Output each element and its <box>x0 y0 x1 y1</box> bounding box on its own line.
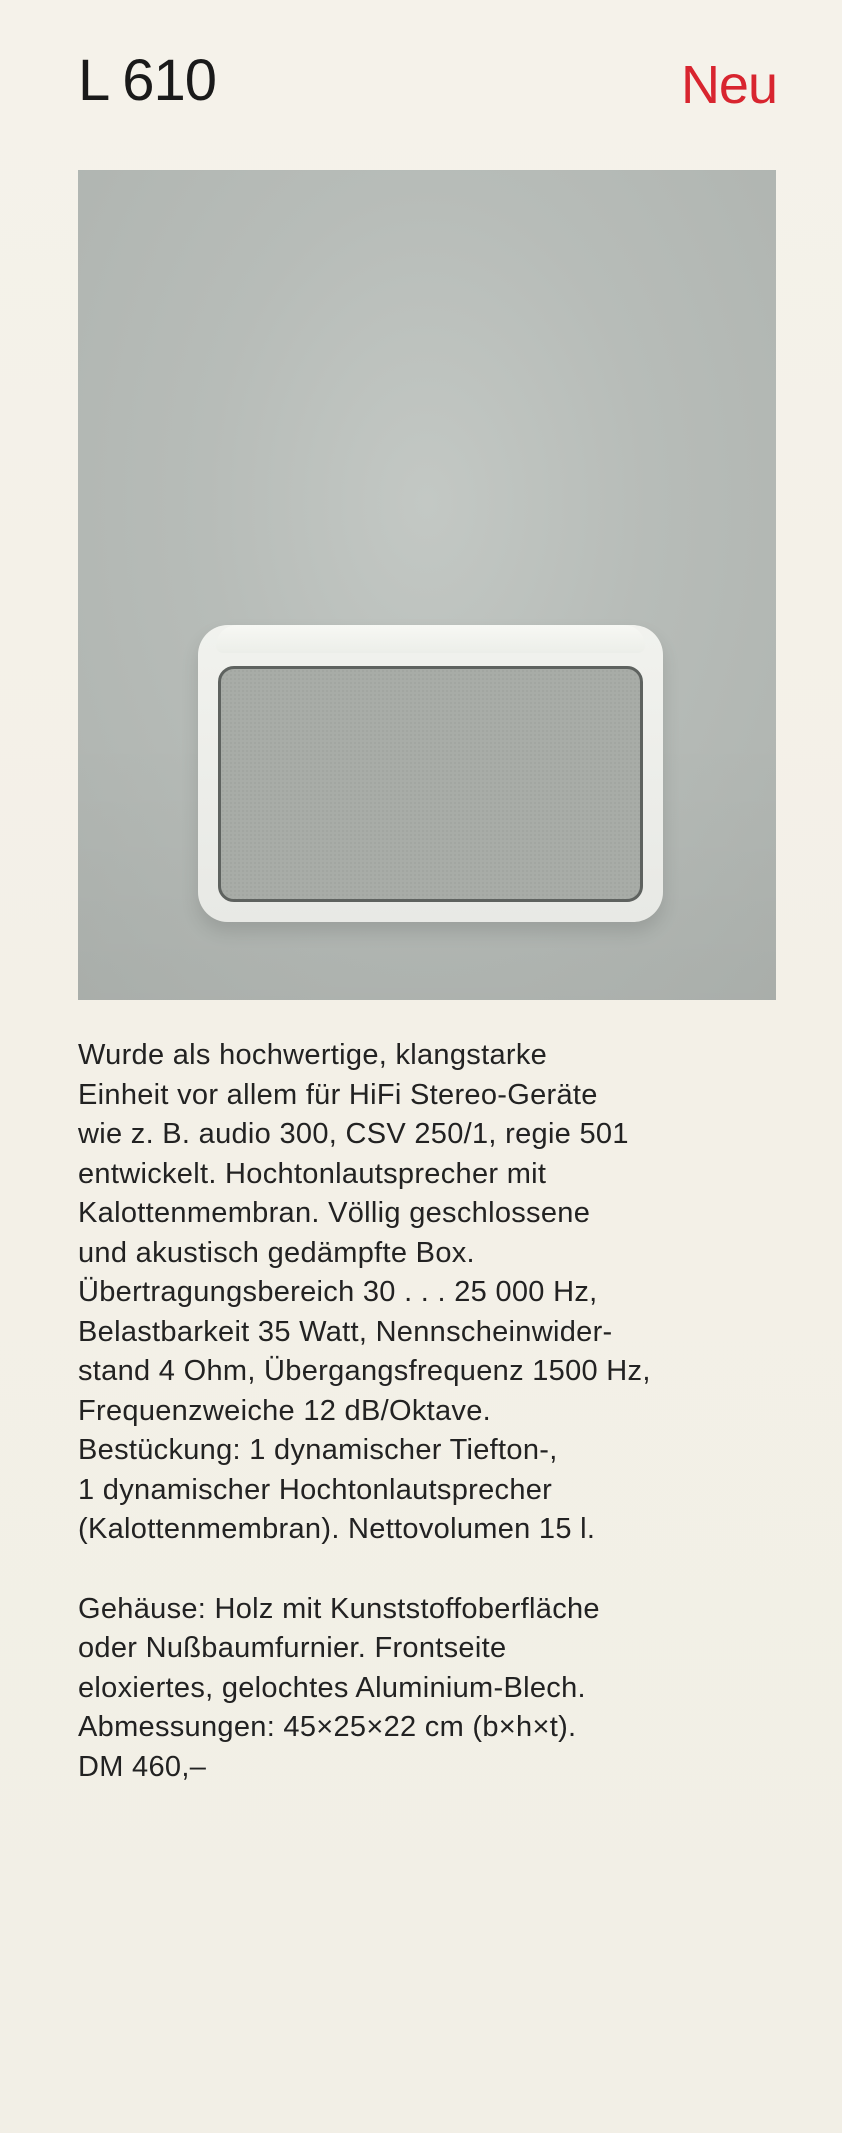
paragraph-gap <box>78 1550 778 1590</box>
speaker-illustration <box>198 625 663 922</box>
housing-line: oder Nußbaumfurnier. Frontseite <box>78 1632 507 1664</box>
description-line: 1 dynamischer Hochtonlautsprecher <box>78 1473 553 1506</box>
description-line: Kalottenmembran. Völlig geschlossene <box>78 1197 591 1229</box>
description-line: Bestückung: 1 dynamischer Tiefton-, <box>78 1434 558 1466</box>
description-line: Belastbarkeit 35 Watt, Nennscheinwider- <box>78 1315 613 1348</box>
model-title: L 610 <box>78 48 216 113</box>
description-line: und akustisch gedämpfte Box. <box>78 1236 475 1269</box>
description-line: Einheit vor allem für HiFi Stereo-Geräte <box>78 1078 598 1111</box>
housing-line: Abmessungen: 45×25×22 cm (b×h×t). <box>78 1711 577 1743</box>
description-line: Frequenzweiche 12 dB/Oktave. <box>78 1394 492 1427</box>
description-line: (Kalottenmembran). Nettovolumen 15 l. <box>78 1513 596 1545</box>
speaker-grille <box>218 666 643 902</box>
description-line: Übertragungsbereich 30 . . . 25 000 Hz, <box>78 1276 598 1308</box>
speaker-top <box>216 625 645 653</box>
new-badge: Neu <box>680 55 777 115</box>
product-photo <box>78 170 776 1000</box>
description-line: stand 4 Ohm, Übergangsfrequenz 1500 Hz, <box>78 1355 651 1387</box>
description-line: Wurde als hochwertige, klangstarke <box>78 1039 548 1071</box>
description-line: entwickelt. Hochtonlautsprecher mit <box>78 1157 547 1190</box>
price-line: DM 460,– <box>78 1750 207 1783</box>
housing-line: Gehäuse: Holz mit Kunststoffoberfläche <box>78 1592 600 1625</box>
housing-line: eloxiertes, gelochtes Aluminium-Blech. <box>78 1671 586 1704</box>
product-description <box>78 1036 778 1787</box>
description-line: wie z. B. audio 300, CSV 250/1, regie 501 <box>78 1118 629 1150</box>
